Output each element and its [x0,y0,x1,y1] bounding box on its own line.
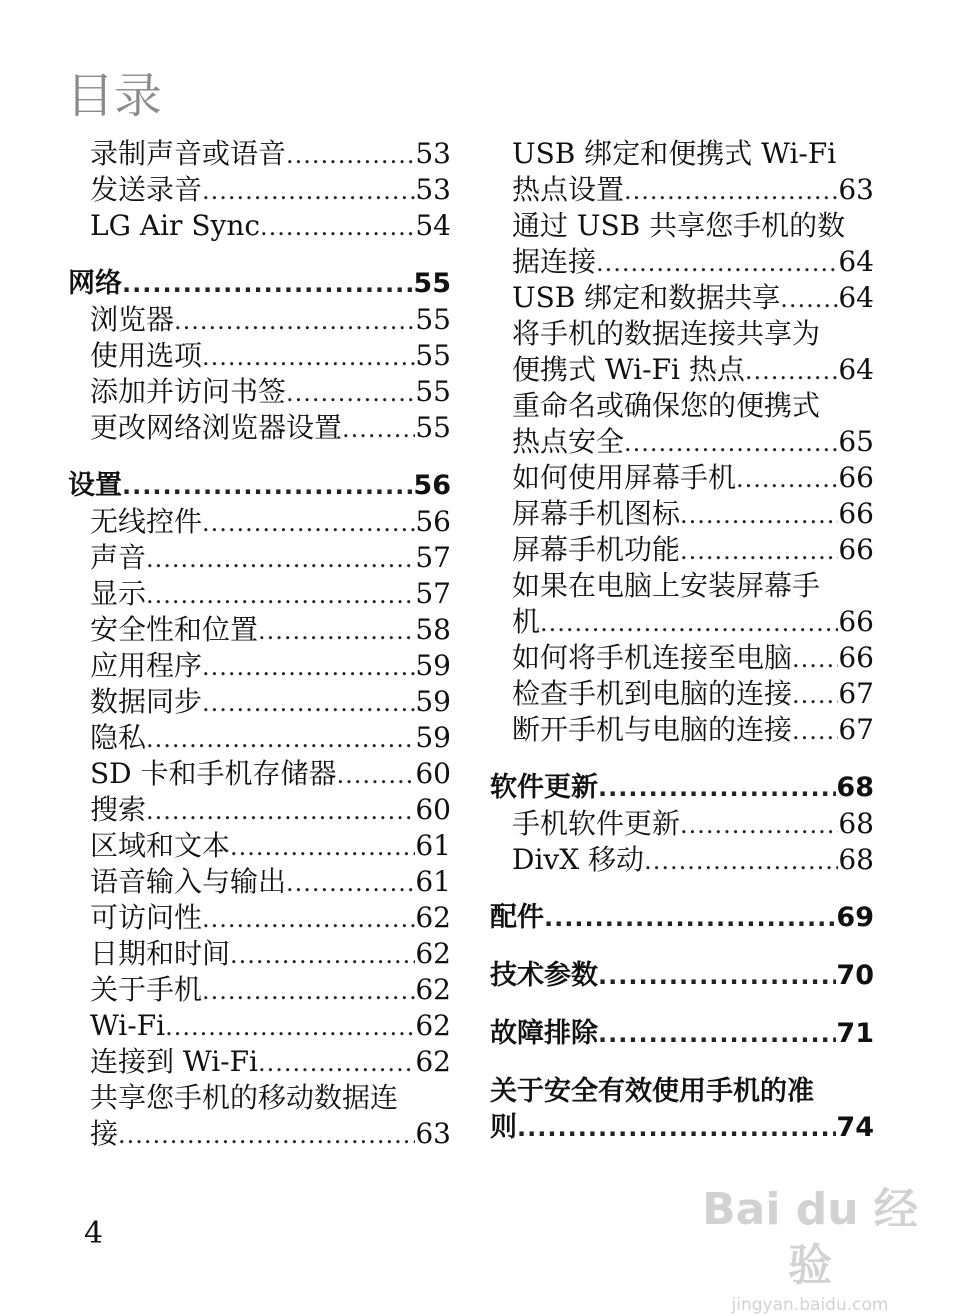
toc-entry[interactable] [490,244,874,280]
toc-entry-title: 隐私 [90,721,147,754]
toc-entry-title: 配件 [490,902,544,933]
toc-page-number: 68 [838,843,874,876]
toc-entry-title: 日期和时间 [90,937,231,970]
dot-leader [202,973,415,1009]
toc-page-number: 58 [415,613,451,646]
toc-entry[interactable] [490,388,874,424]
dot-leader [286,865,415,901]
toc-section-heading[interactable] [490,1074,874,1110]
toc-entry-title: 屏幕手机图标 [512,497,681,530]
dot-leader [146,577,415,613]
toc-entry[interactable] [490,640,874,676]
toc-page-number: 66 [838,497,874,530]
toc-entry[interactable] [490,532,874,568]
toc-entry-title: 区域和文本 [90,829,231,862]
toc-entry-title: 声音 [90,541,147,574]
toc-entry[interactable] [68,720,451,756]
dot-leader [544,900,836,936]
toc-entry-title: 如果在电脑上安装屏幕手 [512,569,821,602]
toc-page-number: 61 [415,829,451,862]
page-number: 4 [84,1216,104,1251]
dot-leader [230,937,415,973]
toc-entry[interactable] [68,540,451,576]
toc-entry-title: 连接到 Wi-Fi [90,1045,258,1078]
toc-entry-title: 网络 [68,268,122,299]
dot-leader [146,721,415,757]
toc-page-number: 66 [838,641,874,674]
toc-page-number: 60 [415,793,451,826]
toc-section-heading[interactable] [490,958,874,994]
toc-entry[interactable] [490,604,874,640]
toc-page-number: 53 [415,173,451,206]
toc-page-number: 56 [413,470,451,501]
dot-leader [258,1045,415,1081]
dot-leader [286,137,415,173]
toc-entry[interactable] [68,136,451,172]
dot-leader [596,245,838,281]
toc-entry[interactable] [68,302,451,338]
toc-entry-title: 数据同步 [90,685,203,718]
toc-page-number: 53 [415,137,451,170]
toc-page-number: 56 [415,505,451,538]
toc-entry-title: USB 绑定和数据共享 [512,281,781,314]
toc-entry-title: 关于安全有效使用手机的准 [490,1076,814,1107]
toc-page-number: 55 [415,375,451,408]
toc-page-number: 68 [836,772,874,803]
toc-entry-title: 录制声音或语音 [90,137,287,170]
toc-page-number: 57 [415,577,451,610]
toc-entry-title: 重命名或确保您的便携式 [512,389,821,422]
dot-leader [517,1110,836,1146]
toc-page-number: 60 [415,757,451,790]
toc-page-number: 70 [836,960,874,991]
toc-page-number: 66 [838,533,874,566]
toc-entry-title: USB 绑定和便携式 Wi-Fi [512,137,837,170]
toc-entry[interactable] [68,1044,451,1080]
toc-entry[interactable] [490,842,874,878]
dot-leader [736,461,838,497]
dot-leader [337,757,416,793]
section-gap [68,244,451,266]
dot-leader [202,649,415,685]
toc-entry[interactable] [490,676,874,712]
toc-section-heading[interactable] [68,266,451,302]
dot-leader [286,375,415,411]
dot-leader [342,411,415,447]
dot-leader [624,173,838,209]
toc-entry[interactable] [68,208,451,244]
toc-page-number: 57 [415,541,451,574]
dot-leader [202,173,415,209]
section-gap [490,994,874,1016]
toc-page-number: 62 [415,1009,451,1042]
toc-entry-title: 热点安全 [512,425,625,458]
toc-entry[interactable] [490,806,874,842]
section-gap [490,1052,874,1074]
toc-section-heading[interactable] [490,1016,874,1052]
dot-leader [680,497,838,533]
toc-page-number: 65 [838,425,874,458]
toc-entry[interactable] [490,316,874,352]
dot-leader [122,266,413,302]
dot-leader [598,770,836,806]
toc-entry[interactable] [490,460,874,496]
dot-leader [680,807,838,843]
toc-right-column [490,136,874,1146]
dot-leader [792,713,838,749]
toc-entry-title: 可访问性 [90,901,203,934]
toc-entry-title: 则 [490,1112,517,1143]
toc-entry-title: 更改网络浏览器设置 [90,411,343,444]
toc-entry-title: 显示 [90,577,147,610]
toc-page-number: 67 [838,677,874,710]
baidu-logo: Bai du 经验 [702,1184,918,1291]
toc-entry[interactable] [490,568,874,604]
toc-entry[interactable] [68,1008,451,1044]
toc-left-column [68,136,451,1152]
toc-entry[interactable] [490,352,874,388]
toc-entry-title: 浏览器 [90,303,175,336]
toc-entry[interactable] [68,828,451,864]
baidu-watermark [700,1182,920,1315]
dot-leader [540,605,838,641]
toc-entry-title: 技术参数 [490,960,598,991]
section-gap [490,878,874,900]
toc-entry[interactable] [68,864,451,900]
toc-page-number: 62 [415,1045,451,1078]
toc-entry[interactable] [68,936,451,972]
dot-leader [680,533,838,569]
toc-entry-title: SD 卡和手机存储器 [90,757,337,790]
toc-entry-title: LG Air Sync [90,209,261,242]
dot-leader [792,641,838,677]
dot-leader [122,468,413,504]
toc-entry[interactable] [68,792,451,828]
toc-entry-title: 添加并访问书签 [90,375,287,408]
toc-entry[interactable] [68,172,451,208]
dot-leader [598,1016,836,1052]
toc-entry[interactable] [68,1116,451,1152]
toc-page-number: 62 [415,973,451,1006]
dot-leader [202,505,415,541]
toc-entry[interactable] [490,208,874,244]
dot-leader [202,685,415,721]
toc-page-number: 63 [415,1117,451,1150]
toc-entry[interactable] [490,424,874,460]
dot-leader [260,209,415,245]
toc-entry[interactable] [68,684,451,720]
toc-entry[interactable] [68,504,451,540]
toc-entry-title: 搜索 [90,793,147,826]
section-gap [490,936,874,958]
toc-entry-title: 语音输入与输出 [90,865,287,898]
toc-page-number: 66 [838,605,874,638]
toc-entry[interactable] [490,712,874,748]
dot-leader [146,541,415,577]
dot-leader [780,281,838,317]
dot-leader [598,958,836,994]
toc-entry[interactable] [68,338,451,374]
toc-entry-title: 共享您手机的移动数据连 [90,1081,399,1114]
toc-entry[interactable] [68,612,451,648]
toc-entry[interactable] [490,136,874,172]
toc-entry-title: 无线控件 [90,505,203,538]
toc-entry[interactable] [490,172,874,208]
toc-entry-title: 故障排除 [490,1018,598,1049]
toc-entry[interactable] [68,410,451,446]
dot-leader [745,353,838,389]
toc-page-number: 64 [838,281,874,314]
toc-entry-title: 发送录音 [90,173,203,206]
dot-leader [258,613,415,649]
toc-entry-title: 通过 USB 共享您手机的数 [512,209,846,242]
toc-page-number: 55 [415,303,451,336]
toc-entry-title: 软件更新 [490,772,598,803]
toc-page-number: 64 [838,353,874,386]
page-title: 目录 [66,68,163,124]
toc-entry-title: DivX 移动 [512,843,645,876]
dot-leader [624,425,838,461]
watermark-url: jingyan.baidu.com [731,1295,889,1315]
section-gap [68,446,451,468]
dot-leader [230,829,415,865]
toc-entry[interactable] [68,1080,451,1116]
toc-page-number: 55 [413,268,451,299]
toc-page-number: 63 [838,173,874,206]
toc-entry-title: 应用程序 [90,649,203,682]
dot-leader [644,843,838,879]
toc-entry[interactable] [68,900,451,936]
toc-entry-title: 便携式 Wi-Fi 热点 [512,353,745,386]
toc-page-number: 59 [415,649,451,682]
section-gap [490,748,874,770]
toc-entry-title: 断开手机与电脑的连接 [512,713,793,746]
toc-entry[interactable] [490,280,874,316]
dot-leader [174,303,415,339]
toc-section-heading[interactable] [490,900,874,936]
toc-page-number: 55 [415,411,451,444]
toc-entry[interactable] [68,576,451,612]
toc-page-number: 64 [838,245,874,278]
toc-page-number: 66 [838,461,874,494]
toc-entry-title: 检查手机到电脑的连接 [512,677,793,710]
dot-leader [202,901,415,937]
toc-entry-title: 如何使用屏幕手机 [512,461,737,494]
dot-leader [202,339,415,375]
toc-entry-title: 关于手机 [90,973,203,1006]
toc-entry[interactable] [68,374,451,410]
toc-entry[interactable] [68,648,451,684]
toc-page-number: 62 [415,901,451,934]
toc-entry-title: 接 [90,1117,119,1150]
toc-entry-title: 机 [512,605,541,638]
toc-entry-title: 手机软件更新 [512,807,681,840]
toc-entry-title: Wi-Fi [90,1009,166,1042]
toc-page-number: 59 [415,721,451,754]
toc-section-heading[interactable] [490,770,874,806]
toc-page-number: 74 [836,1112,874,1143]
toc-entry-title: 将手机的数据连接共享为 [512,317,821,350]
toc-page-number: 61 [415,865,451,898]
dot-leader [165,1009,415,1045]
dot-leader [146,793,415,829]
toc-entry-title: 设置 [68,470,122,501]
toc-entry-title: 使用选项 [90,339,203,372]
toc-page-number: 62 [415,937,451,970]
toc-page-number: 59 [415,685,451,718]
toc-page-number: 55 [415,339,451,372]
toc-entry[interactable] [68,972,451,1008]
toc-entry-title: 如何将手机连接至电脑 [512,641,793,674]
toc-page-number: 54 [415,209,451,242]
dot-leader [118,1117,415,1153]
dot-leader [792,677,838,713]
toc-section-heading[interactable] [68,468,451,504]
toc-entry-title: 屏幕手机功能 [512,533,681,566]
toc-entry-title: 热点设置 [512,173,625,206]
toc-page-number: 71 [836,1018,874,1049]
toc-page-number: 69 [836,902,874,933]
toc-entry-title: 据连接 [512,245,597,278]
toc-entry-title: 安全性和位置 [90,613,259,646]
toc-entry[interactable] [68,756,451,792]
toc-page-number: 67 [838,713,874,746]
toc-section-heading[interactable] [490,1110,874,1146]
toc-page-number: 68 [838,807,874,840]
toc-entry[interactable] [490,496,874,532]
